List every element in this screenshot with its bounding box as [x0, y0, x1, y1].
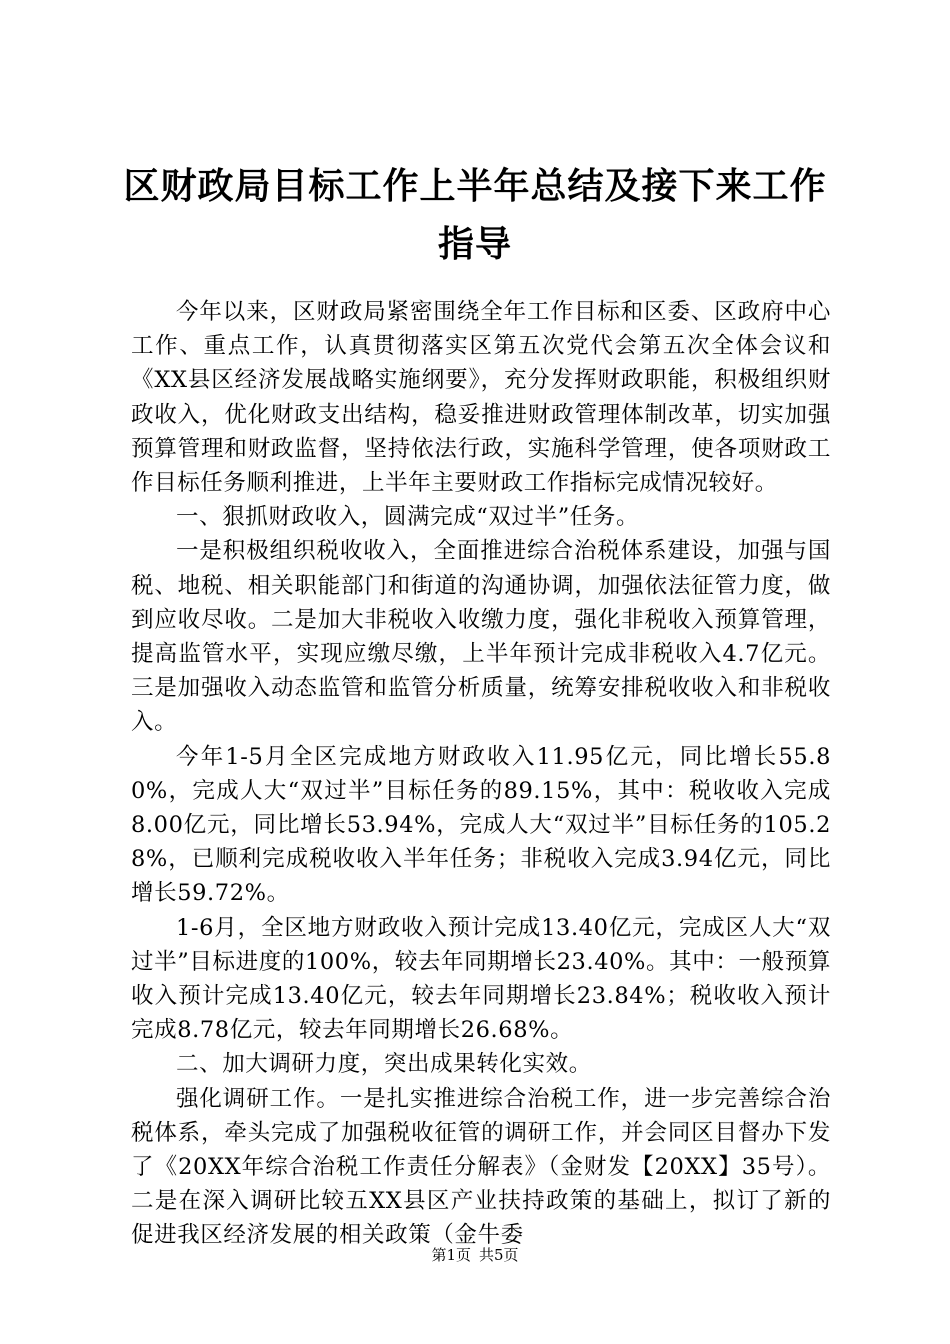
- paragraph-research: 强化调研工作。一是扎实推进综合治税工作，进一步完善综合治税体系，牵头完成了加强税收征管的调研工作，并会同区目督办下发了《20XX年综合治税工作责任分解表》（金财发【20XX】35号）。二是在深入调研比较五XX县区产业扶持政策的基础上，拟订了新的促进我区经济发展的相关政策（金牛委: [131, 1085, 831, 1249]
- paragraph-intro: 今年以来，区财政局紧密围绕全年工作目标和区委、区政府中心工作、重点工作，认真贯彻落实区第五次党代会第五次全体会议和《XX县区经济发展战略实施纲要》，充分发挥财政职能，积极组织财政收入，优化财政支出结构，稳妥推进财政管理体制改革，切实加强预算管理和财政监督，坚持依法行政，实施科学管理，使各项财政工作目标任务顺利推进，上半年主要财政工作指标完成情况较好。: [131, 299, 831, 497]
- paragraph-revenue-measures: 一是积极组织税收收入，全面推进综合治税体系建设，加强与国税、地税、相关职能部门和街道的沟通协调，加强依法征管力度，做到应收尽收。二是加大非税收入收缴力度，强化非税收入预算管理，提高监管水平，实现应缴尽缴，上半年预计完成非税收入4.7亿元。三是加强收入动态监管和监管分析质量，统筹安排税收收入和非税收入。: [131, 538, 831, 736]
- document-title: 区财政局目标工作上半年总结及接下来工作指导: [123, 166, 827, 265]
- page-number: 第1页: [431, 1246, 471, 1264]
- paragraph-jan-may-revenue: 今年1-5月全区完成地方财政收入11.95亿元，同比增长55.80%，完成人大“双过半”目标任务的89.15%，其中：税收收入完成8.00亿元，同比增长53.94%，完成人大“双过半”目标任务的105.28%，已顺利完成税收收入半年任务；非税收入完成3.94亿元，同比增长59.72%。: [131, 743, 831, 907]
- page-footer: [0, 1245, 950, 1265]
- section-heading-2: 二、加大调研力度，突出成果转化实效。: [176, 1051, 592, 1078]
- page-total: 共5页: [479, 1246, 519, 1264]
- paragraph-jan-jun-revenue: 1-6月，全区地方财政收入预计完成13.40亿元，完成区人大“双过半”目标进度的100%，较去年同期增长23.40%。其中：一般预算收入预计完成13.40亿元，较去年同期增长23.84%；税收收入预计完成8.78亿元，较去年同期增长26.68%。: [131, 914, 831, 1044]
- section-heading-1: 一、狠抓财政收入，圆满完成“双过半”任务。: [176, 504, 640, 531]
- document-body: [131, 295, 831, 1253]
